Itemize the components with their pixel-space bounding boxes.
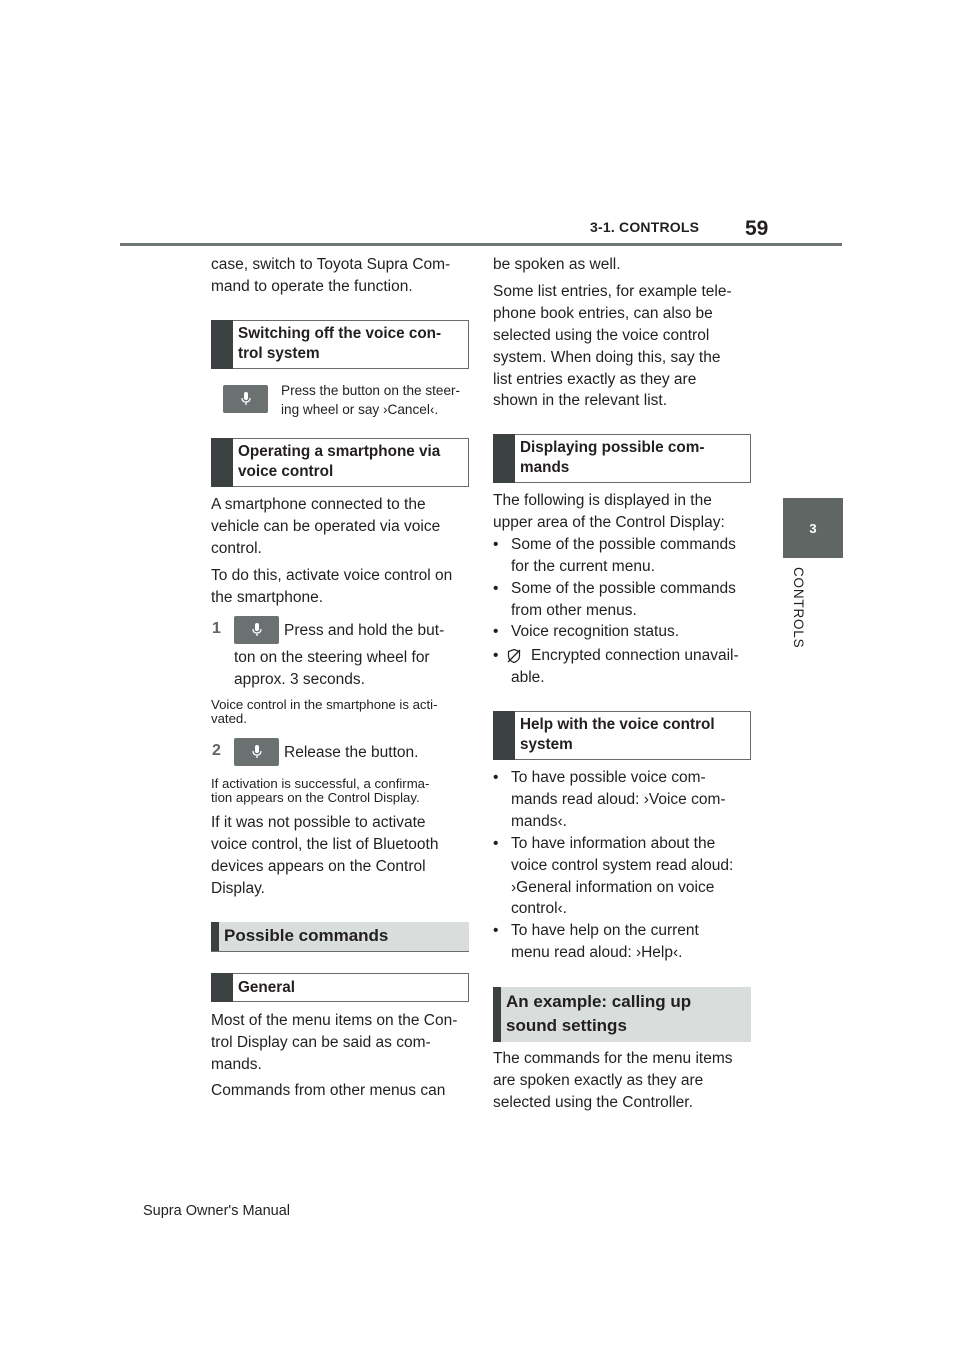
heading-text: Possible commands bbox=[224, 926, 389, 945]
heading-text: mands bbox=[520, 459, 570, 476]
step-number: 2 bbox=[212, 742, 221, 759]
smartphone-text: the smartphone. bbox=[211, 589, 324, 606]
list-text: mands read aloud: ›Voice com- bbox=[511, 790, 726, 808]
list-text: To have possible voice com- bbox=[511, 769, 706, 786]
list-text: Some of the possible commands bbox=[511, 536, 736, 553]
display-text: The following is displayed in the bbox=[493, 492, 712, 509]
microphone-icon bbox=[250, 622, 264, 638]
body-text: system. When doing this, say the bbox=[493, 349, 721, 366]
heading-text: Operating a smartphone via bbox=[238, 443, 441, 460]
list-text: mands‹. bbox=[511, 812, 567, 830]
heading-bar bbox=[493, 987, 501, 1042]
list-text: control‹. bbox=[511, 900, 567, 918]
heading-text: trol system bbox=[238, 345, 320, 362]
fail-text: Display. bbox=[211, 880, 265, 897]
heading-text: system bbox=[520, 736, 573, 753]
note-text: Voice control in the smartphone is acti- bbox=[211, 697, 438, 712]
list-text: Some of the possible commands bbox=[511, 580, 736, 597]
list-item bbox=[493, 833, 763, 920]
intro-line: mand to operate the function. bbox=[211, 278, 413, 295]
heading-smartphone bbox=[211, 438, 469, 487]
bullet: • bbox=[493, 536, 499, 553]
list-text: To have help on the current bbox=[511, 922, 699, 939]
heading-displaying-commands bbox=[493, 434, 751, 483]
encryption-unavailable-icon bbox=[506, 648, 522, 664]
chapter-number: 3 bbox=[809, 520, 817, 536]
list-text: able. bbox=[511, 668, 545, 686]
step-text: approx. 3 seconds. bbox=[234, 671, 365, 688]
list-text: Voice recognition status. bbox=[511, 623, 680, 640]
heading-help bbox=[493, 711, 751, 760]
voice-button[interactable] bbox=[234, 738, 279, 766]
heading-text: Switching off the voice con- bbox=[238, 325, 442, 342]
bullet: • bbox=[493, 922, 499, 939]
list-text: for the current menu. bbox=[511, 557, 655, 575]
bullet: • bbox=[493, 769, 499, 786]
heading-example bbox=[493, 987, 751, 1042]
list-text: ›General information on voice bbox=[511, 878, 715, 896]
example-text: The commands for the menu items bbox=[493, 1050, 733, 1067]
heading-bar bbox=[493, 711, 515, 760]
switch-off-text: Press the button on the steer- bbox=[281, 383, 461, 398]
list-item bbox=[493, 534, 763, 578]
list-item bbox=[493, 767, 763, 832]
note-text: vated. bbox=[211, 711, 247, 726]
heading-text: voice control bbox=[238, 463, 334, 480]
heading-bar bbox=[211, 438, 233, 487]
step-text: Press and hold the but- bbox=[284, 622, 445, 639]
list-item bbox=[493, 645, 763, 689]
header-rule bbox=[120, 243, 842, 246]
list-text: from other menus. bbox=[511, 601, 637, 619]
display-text: upper area of the Control Display: bbox=[493, 514, 725, 531]
example-text: are spoken exactly as they are bbox=[493, 1072, 704, 1089]
heading-bar bbox=[211, 973, 233, 1002]
body-text: list entries exactly as they are bbox=[493, 371, 697, 388]
smartphone-text: vehicle can be operated via voice bbox=[211, 518, 441, 535]
smartphone-text: control. bbox=[211, 540, 262, 557]
general-text: trol Display can be said as com- bbox=[211, 1034, 431, 1051]
microphone-icon bbox=[250, 744, 264, 760]
heading-text: General bbox=[238, 979, 295, 996]
heading-text: sound settings bbox=[506, 1016, 627, 1035]
microphone-icon bbox=[239, 391, 253, 407]
heading-possible-commands bbox=[211, 922, 469, 952]
switch-off-text: ing wheel or say ›Cancel‹. bbox=[281, 402, 439, 417]
list-item bbox=[493, 578, 763, 622]
step-number: 1 bbox=[212, 620, 221, 637]
step-text: ton on the steering wheel for bbox=[234, 649, 430, 666]
list-text: To have information about the bbox=[511, 835, 716, 852]
chapter-tab[interactable] bbox=[783, 498, 843, 558]
list-item bbox=[493, 621, 763, 643]
note-text: If activation is successful, a confirma- bbox=[211, 776, 430, 791]
heading-text: Help with the voice control bbox=[520, 716, 715, 733]
heading-bar bbox=[211, 922, 219, 951]
list-text: menu read aloud: ›Help‹. bbox=[511, 943, 683, 961]
intro-line: case, switch to Toyota Supra Com- bbox=[211, 256, 451, 273]
body-text: phone book entries, can also be bbox=[493, 305, 713, 322]
smartphone-text: A smartphone connected to the bbox=[211, 496, 426, 513]
bullet: • bbox=[493, 580, 499, 597]
heading-text: Displaying possible com- bbox=[520, 439, 705, 456]
heading-bar bbox=[493, 434, 515, 483]
list-item bbox=[493, 920, 763, 964]
bullet: • bbox=[493, 835, 499, 852]
example-text: selected using the Controller. bbox=[493, 1094, 693, 1111]
voice-button[interactable] bbox=[223, 385, 268, 413]
body-text: selected using the voice control bbox=[493, 327, 710, 344]
general-text: Most of the menu items on the Con- bbox=[211, 1012, 458, 1029]
voice-button[interactable] bbox=[234, 616, 279, 644]
body-text: Some list entries, for example tele- bbox=[493, 283, 732, 300]
bullet: • bbox=[493, 647, 499, 664]
general-text: Commands from other menus can bbox=[211, 1082, 446, 1099]
smartphone-text: To do this, activate voice control on bbox=[211, 567, 453, 584]
chapter-label: CONTROLS bbox=[791, 567, 806, 649]
heading-general bbox=[211, 973, 469, 1002]
fail-text: devices appears on the Control bbox=[211, 858, 426, 875]
step-text: Release the button. bbox=[284, 744, 419, 761]
body-text: shown in the relevant list. bbox=[493, 392, 668, 409]
body-text: be spoken as well. bbox=[493, 256, 621, 273]
section-title: 3-1. CONTROLS bbox=[590, 219, 700, 235]
bullet: • bbox=[493, 623, 499, 640]
fail-text: voice control, the list of Bluetooth bbox=[211, 836, 439, 853]
general-text: mands. bbox=[211, 1056, 262, 1073]
heading-text: An example: calling up bbox=[506, 992, 692, 1011]
heading-switching-off bbox=[211, 320, 469, 369]
heading-bar bbox=[211, 320, 233, 369]
page-number: 59 bbox=[745, 217, 769, 240]
footer-manual-title: Supra Owner's Manual bbox=[143, 1203, 291, 1219]
fail-text: If it was not possible to activate bbox=[211, 814, 426, 831]
list-text: voice control system read aloud: bbox=[511, 856, 734, 874]
list-text: Encrypted connection unavail- bbox=[531, 647, 739, 664]
note-text: tion appears on the Control Display. bbox=[211, 790, 420, 805]
